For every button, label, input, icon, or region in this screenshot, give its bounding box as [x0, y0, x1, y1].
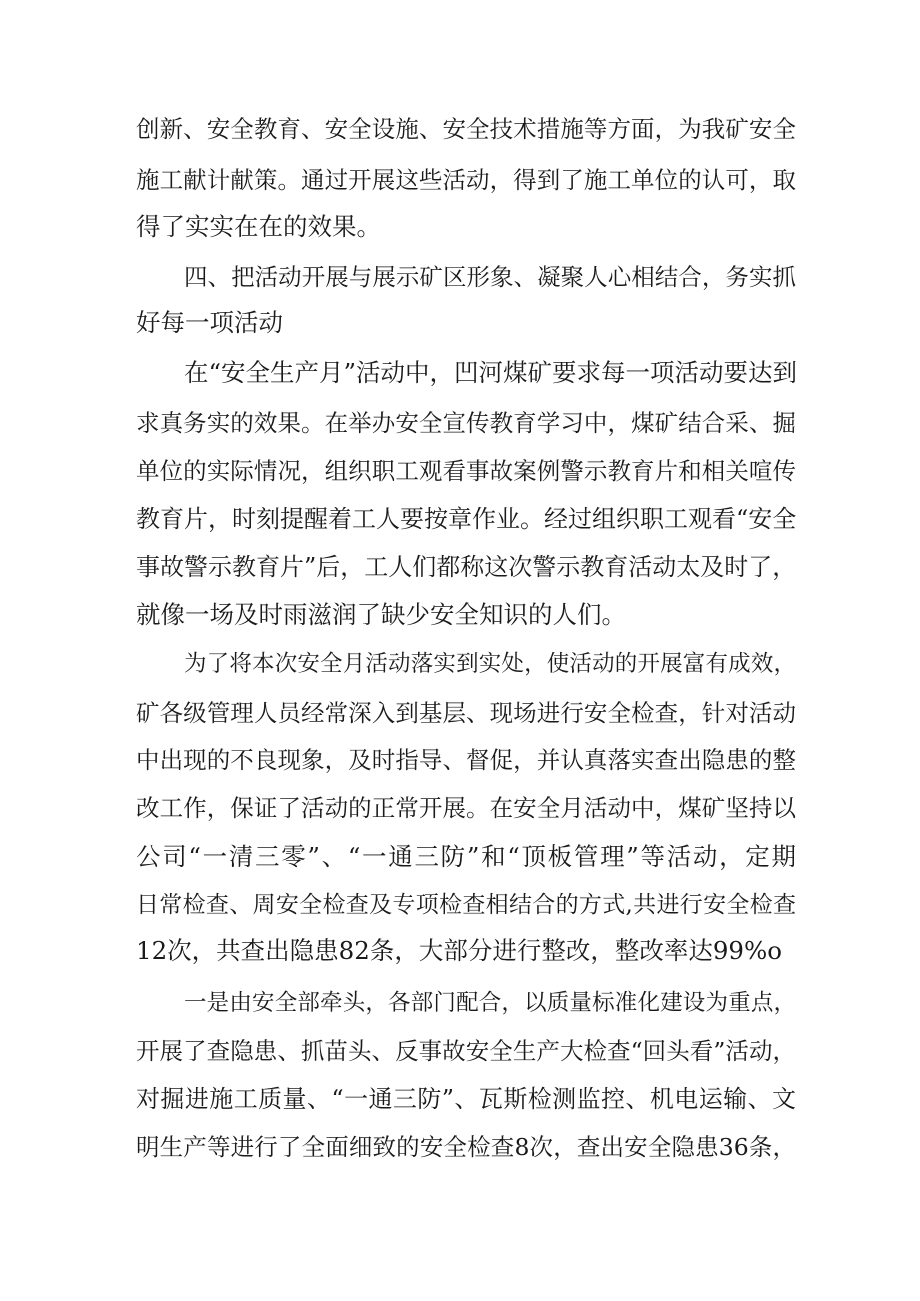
- paragraph-line: 施工献计献策。通过开展这些活动，得到了施工单位的认可，取: [136, 166, 796, 194]
- paragraph-line: 日常检查、周安全检查及专项检查相结合的方式,共进行安全检查: [136, 892, 796, 918]
- paragraph-line: 一是由安全部牵头，各部门配合，以质量标准化建设为重点，: [184, 990, 796, 1016]
- section-heading-line: 四、把活动开展与展示矿区形象、凝聚人心相结合，务实抓: [184, 263, 796, 291]
- section-heading-line: 好每一项活动: [136, 308, 283, 337]
- paragraph-line: 开展了查隐患、抓苗头、反事故安全生产大检查“回头看”活动，: [136, 1037, 796, 1065]
- paragraph-line: 明生产等进行了全面细致的安全检查8次，查出安全隐患36条，: [136, 1133, 796, 1161]
- paragraph-line: 中出现的不良现象，及时指导、督促，并认真落实查出隐患的整: [136, 746, 796, 774]
- paragraph-line: 单位的实际情况，组织职工观看事故案例警示教育片和相关喧传: [136, 457, 796, 485]
- paragraph-line: 改工作，保证了活动的正常开展。在安全月活动中，煤矿坚持以: [136, 794, 796, 822]
- paragraph-line: 公司“一清三零”、“一通三防”和“顶板管理”等活动，定期: [136, 842, 796, 871]
- paragraph-line: 创新、安全教育、安全设施、安全技术措施等方面，为我矿安全: [136, 115, 796, 143]
- paragraph-line: 在“安全生产月”活动中，凹河煤矿要求每一项活动要达到: [184, 358, 798, 387]
- paragraph-line: 矿各级管理人员经常深入到基层、现场进行安全检查，针对活动: [136, 699, 796, 727]
- paragraph-line: 事故警示教育片”后，工人们都称这次警示教育活动太及时了，: [136, 553, 797, 581]
- paragraph-line: 为了将本次安全月活动落实到实处，使活动的开展富有成效，: [184, 651, 796, 677]
- paragraph-line: 得了实实在在的效果。: [136, 212, 381, 241]
- paragraph-line: 教育片，时刻提醒着工人要按章作业。经过组织职工观看“安全: [136, 505, 797, 533]
- paragraph-line: 12次，共查出隐患82条，大部分进行整改，整改率达99%o: [136, 936, 783, 965]
- paragraph-line: 对掘进施工质量、“一通三防”、瓦斯检测监控、机电运输、文: [136, 1085, 796, 1113]
- paragraph-line: 求真务实的效果。在举办安全宣传教育学习中，煤矿结合采、掘: [136, 409, 796, 437]
- paragraph-line: 就像一场及时雨滋润了缺少安全知识的人们。: [136, 600, 626, 629]
